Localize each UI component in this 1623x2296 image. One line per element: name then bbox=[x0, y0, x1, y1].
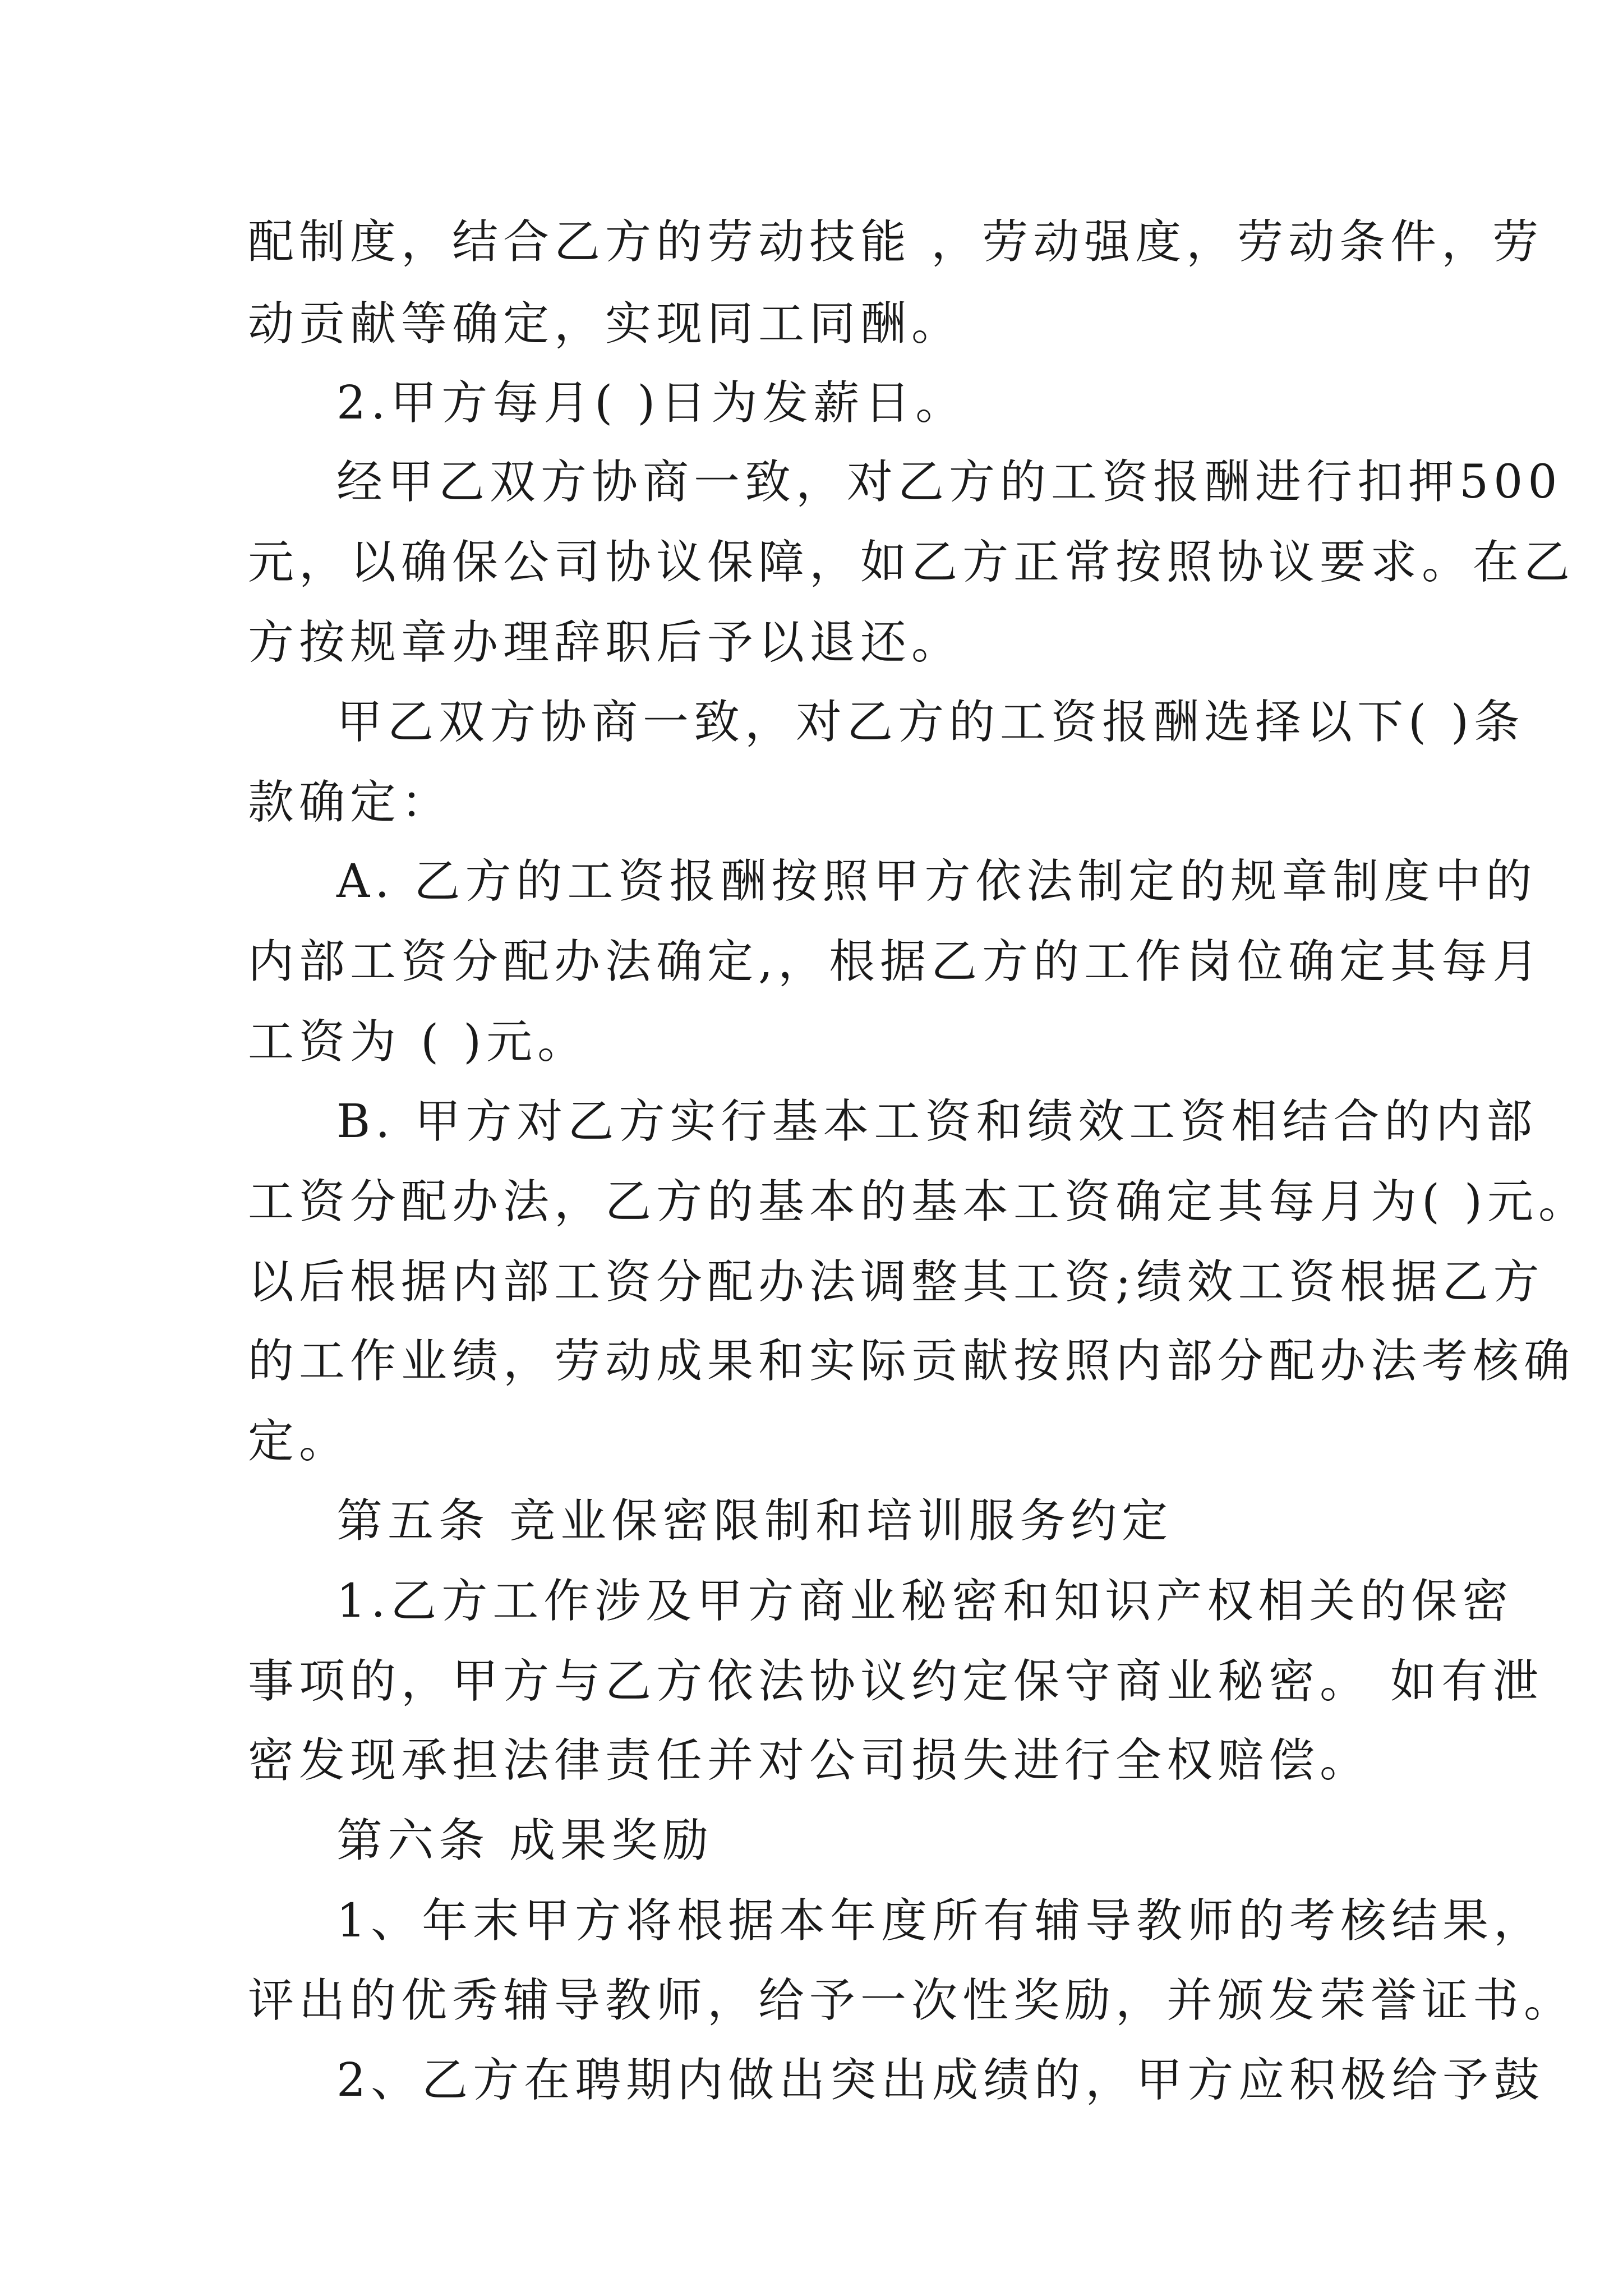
text-line: 事项的，甲方与乙方依法协议约定保守商业秘密。 如有泄 bbox=[248, 1655, 1544, 1708]
text-line: 款确定： bbox=[248, 776, 453, 829]
section-heading: 第六条 成果奖励 bbox=[336, 1814, 714, 1867]
section-heading: 第五条 竞业保密限制和培训服务约定 bbox=[336, 1494, 1173, 1548]
text-line: 1、年末甲方将根据本年度所有辅导教师的考核结果， bbox=[336, 1894, 1545, 1948]
text-line: B. 甲方对乙方实行基本工资和绩效工资相结合的内部 bbox=[336, 1095, 1538, 1148]
text-line: 配制度，结合乙方的劳动技能 ，劳动强度，劳动条件，劳 bbox=[248, 215, 1544, 269]
text-line: 动贡献等确定，实现同工同酬。 bbox=[248, 297, 963, 351]
text-line: 以后根据内部工资分配办法调整其工资;绩效工资根据乙方 bbox=[248, 1255, 1544, 1309]
text-line: 定。 bbox=[248, 1415, 351, 1468]
text-line: 内部工资分配办法确定,，根据乙方的工作岗位确定其每月 bbox=[248, 935, 1544, 988]
text-line: 工资分配办法，乙方的基本的基本工资确定其每月为( )元。 bbox=[248, 1175, 1590, 1228]
text-line: 方按规章办理辞职后予以退还。 bbox=[248, 616, 963, 669]
text-line: A. 乙方的工资报酬按照甲方依法制定的规章制度中的 bbox=[336, 855, 1537, 908]
text-line: 的工作业绩，劳动成果和实际贡献按照内部分配办法考核确 bbox=[248, 1335, 1575, 1388]
text-line: 工资为 ( )元。 bbox=[248, 1015, 589, 1069]
text-line: 经甲乙双方协商一致，对乙方的工资报酬进行扣押500 bbox=[336, 455, 1562, 509]
text-line: 2、乙方在聘期内做出突出成绩的，甲方应积极给予鼓 bbox=[336, 2054, 1545, 2107]
text-line: 1.乙方工作涉及甲方商业秘密和知识产权相关的保密 bbox=[336, 1575, 1514, 1628]
text-line: 评出的优秀辅导教师，给予一次性奖励，并颁发荣誉证书。 bbox=[248, 1974, 1575, 2027]
text-line: 2.甲方每月( )日为发薪日。 bbox=[336, 376, 967, 430]
text-line: 元，以确保公司协议保障，如乙方正常按照协议要求。在乙 bbox=[248, 536, 1575, 589]
text-line: 甲乙双方协商一致，对乙方的工资报酬选择以下( )条 bbox=[336, 696, 1525, 749]
text-line: 密发现承担法律责任并对公司损失进行全权赔偿。 bbox=[248, 1734, 1371, 1787]
